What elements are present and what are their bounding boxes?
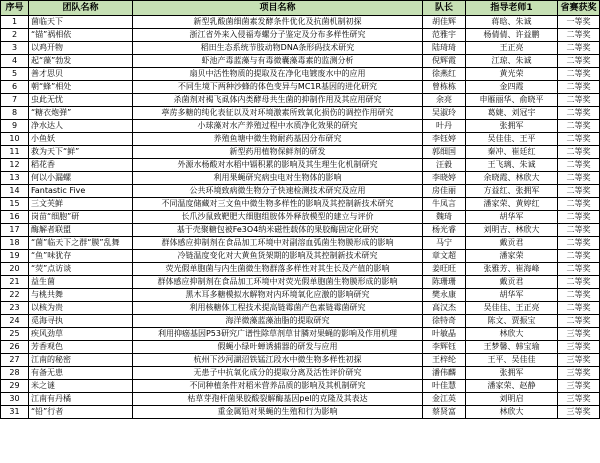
- cell-tutor: 江琼、朱诚: [466, 55, 558, 68]
- cell-seq: 12: [1, 159, 29, 172]
- cell-award: 三等奖: [558, 328, 600, 341]
- cell-project: 群体感应抑制剂在食品加工环境中对副溶血弧菌生物膜形成的影响: [133, 237, 423, 250]
- cell-award: 二等奖: [558, 302, 600, 315]
- cell-tutor: 申雁丽华、俞晓平: [466, 94, 558, 107]
- cell-seq: 4: [1, 55, 29, 68]
- cell-seq: 25: [1, 328, 29, 341]
- cell-project: 虾池产毒蓝藻与有毒微囊藻毒素的监测分析: [133, 55, 423, 68]
- cell-tutor: 王平、吴佳佳: [466, 354, 558, 367]
- cell-leader: 叶敏晶: [423, 328, 466, 341]
- cell-seq: 30: [1, 393, 29, 406]
- cell-seq: 13: [1, 172, 29, 185]
- table-row: [1, 146, 600, 159]
- cell-leader: 范雅宇: [423, 29, 466, 42]
- cell-seq: 6: [1, 81, 29, 94]
- cell-leader: 李钰婷: [423, 133, 466, 146]
- cell-tutor: 林欣大: [466, 328, 558, 341]
- cell-project: 冷链温度变化对大黄鱼货架期的影响及其控制新技术研究: [133, 250, 423, 263]
- cell-award: 二等奖: [558, 250, 600, 263]
- cell-leader: 马宁: [423, 237, 466, 250]
- cell-project: 利用抑癌基因P53研究广谱性除草剂草甘膦对果蝇的影响及作用机理: [133, 328, 423, 341]
- table-row: [1, 289, 600, 302]
- cell-tutor: 张雅芳、崔海峰: [466, 263, 558, 276]
- cell-leader: 叶丹: [423, 120, 466, 133]
- table-row: [1, 302, 600, 315]
- cell-award: 二等奖: [558, 159, 600, 172]
- table-row: [1, 393, 600, 406]
- cell-tutor: 吴佳佳、王平: [466, 133, 558, 146]
- cell-seq: 7: [1, 94, 29, 107]
- cell-leader: 胡佳辉: [423, 16, 466, 29]
- table-row: [1, 198, 600, 211]
- header-tutor: 指导老师1: [466, 1, 558, 16]
- cell-project: 杭州下沙河湖沼铁锰江段水中微生物多样性初探: [133, 354, 423, 367]
- table-row: [1, 380, 600, 393]
- cell-seq: 31: [1, 406, 29, 419]
- cell-award: 三等奖: [558, 393, 600, 406]
- cell-seq: 5: [1, 68, 29, 81]
- cell-leader: 姜旺旺: [423, 263, 466, 276]
- cell-tutor: 潘家荣、黄婷红: [466, 198, 558, 211]
- table-row: [1, 68, 600, 81]
- cell-team: 江南的秘密: [29, 354, 133, 367]
- cell-tutor: 吴佳佳、王正亮: [466, 302, 558, 315]
- cell-seq: 10: [1, 133, 29, 146]
- cell-team: 朝“蜂”相处: [29, 81, 133, 94]
- header-row: [1, 1, 600, 16]
- cell-leader: 陈珊珊: [423, 276, 466, 289]
- table-row: [1, 406, 600, 419]
- cell-project: 利用核糖体工程技术提高链霉菌产色素链霉菌研究: [133, 302, 423, 315]
- cell-award: 三等奖: [558, 406, 600, 419]
- cell-tutor: 胡华军: [466, 211, 558, 224]
- cell-project: 海洋微藻蓝藻油脂的提取研究: [133, 315, 423, 328]
- cell-tutor: 刘明启: [466, 393, 558, 406]
- cell-seq: 14: [1, 185, 29, 198]
- table-row: [1, 354, 600, 367]
- cell-team: 米之谜: [29, 380, 133, 393]
- cell-project: 浙江省外来入侵福寿螺分子鉴定及分布多样性研究: [133, 29, 423, 42]
- table-row: [1, 55, 600, 68]
- cell-seq: 8: [1, 107, 29, 120]
- cell-tutor: 王正亮: [466, 42, 558, 55]
- cell-team: 有备无患: [29, 367, 133, 380]
- cell-leader: 蔡贤富: [423, 406, 466, 419]
- cell-award: 二等奖: [558, 172, 600, 185]
- table-row: [1, 42, 600, 55]
- header-team: 团队名称: [29, 1, 133, 16]
- table-row: [1, 16, 600, 29]
- cell-tutor: 余晓霞、林欣大: [466, 172, 558, 185]
- cell-tutor: 王飞璃、朱诚: [466, 159, 558, 172]
- cell-team: “菌”临天下之群“膜”乱舞: [29, 237, 133, 250]
- cell-award: 二等奖: [558, 107, 600, 120]
- cell-seq: 9: [1, 120, 29, 133]
- cell-award: 三等奖: [558, 354, 600, 367]
- cell-tutor: 张拥军: [466, 367, 558, 380]
- table-row: [1, 341, 600, 354]
- cell-leader: 杨光睿: [423, 224, 466, 237]
- cell-award: 二等奖: [558, 133, 600, 146]
- cell-tutor: 黄光荣: [466, 68, 558, 81]
- cell-tutor: 戴贡君: [466, 276, 558, 289]
- cell-leader: 房佳丽: [423, 185, 466, 198]
- table-row: [1, 94, 600, 107]
- cell-seq: 29: [1, 380, 29, 393]
- cell-tutor: 潘家荣、赵静: [466, 380, 558, 393]
- cell-award: 三等奖: [558, 367, 600, 380]
- table-row: [1, 328, 600, 341]
- cell-team: 以鸡开物: [29, 42, 133, 55]
- cell-project: 基于壳聚糖包被Fe3O4纳米磁性载体的果胶酶固定化研究: [133, 224, 423, 237]
- cell-award: 二等奖: [558, 42, 600, 55]
- cell-team: 江南有丹橘: [29, 393, 133, 406]
- cell-award: 二等奖: [558, 81, 600, 94]
- cell-team: “鱼”味犹存: [29, 250, 133, 263]
- cell-leader: 郭细国: [423, 146, 466, 159]
- cell-project: 杀菌剂对褐飞虱体内类酵母共生菌的抑制作用及其应用研究: [133, 94, 423, 107]
- cell-leader: 余亮: [423, 94, 466, 107]
- header-seq: 序号: [1, 1, 29, 16]
- cell-award: 二等奖: [558, 146, 600, 159]
- cell-project: 外源水杨酸对水稻中镉积累的影响及其生理生化机制研究: [133, 159, 423, 172]
- cell-team: 菌临天下: [29, 16, 133, 29]
- cell-seq: 20: [1, 263, 29, 276]
- cell-leader: 徐特奇: [423, 315, 466, 328]
- cell-tutor: 方益红、张拥军: [466, 185, 558, 198]
- cell-team: 善才思贝: [29, 68, 133, 81]
- cell-team: 以核为贵: [29, 302, 133, 315]
- cell-team: 救为天下“鲜”: [29, 146, 133, 159]
- cell-project: 葶苈多糖的纯化表征以及对环境激素所致氧化损伤的调控作用研究: [133, 107, 423, 120]
- cell-seq: 16: [1, 211, 29, 224]
- cell-award: 二等奖: [558, 211, 600, 224]
- cell-team: “糖衣炮弹”: [29, 107, 133, 120]
- cell-tutor: 潘家荣: [466, 250, 558, 263]
- cell-seq: 11: [1, 146, 29, 159]
- cell-seq: 21: [1, 276, 29, 289]
- cell-leader: 汪毅: [423, 159, 466, 172]
- cell-tutor: 杨倩倩、许益鹏: [466, 29, 558, 42]
- cell-project: 重金属铅对果蝇的生殖和行为影响: [133, 406, 423, 419]
- cell-leader: 魏琦: [423, 211, 466, 224]
- cell-project: 公共环境致病微生物分子快速检测技术研究及应用: [133, 185, 423, 198]
- cell-team: “锚”祸相依: [29, 29, 133, 42]
- cell-team: 与桃共舞: [29, 289, 133, 302]
- cell-award: 二等奖: [558, 29, 600, 42]
- cell-team: 虫此无忧: [29, 94, 133, 107]
- cell-project: 无患子中抗氧化成分的提取分离及活性评价研究: [133, 367, 423, 380]
- cell-award: 三等奖: [558, 341, 600, 354]
- table-row: [1, 315, 600, 328]
- cell-team: 何以小漏螺: [29, 172, 133, 185]
- table-row: [1, 367, 600, 380]
- table-row: [1, 29, 600, 42]
- header-project: 项目名称: [133, 1, 423, 16]
- cell-project: 群体感应抑制剂在食品加工环境中对荧光假单胞菌生物膜形成的影响: [133, 276, 423, 289]
- cell-leader: 李辉钰: [423, 341, 466, 354]
- cell-tutor: 蒋晗、朱诚: [466, 16, 558, 29]
- cell-seq: 26: [1, 341, 29, 354]
- cell-project: 小球藻对水产养殖过程中水质净化效果的研究: [133, 120, 423, 133]
- table-row: [1, 276, 600, 289]
- cell-seq: 17: [1, 224, 29, 237]
- cell-project: 新型乳酸菌细菌素发酵条件优化及抗菌机制初探: [133, 16, 423, 29]
- cell-team: 疾风劲草: [29, 328, 133, 341]
- table-row: [1, 172, 600, 185]
- table-row: [1, 237, 600, 250]
- table-row: [1, 81, 600, 94]
- cell-project: 新型药用植物保鲜剂的研发: [133, 146, 423, 159]
- cell-seq: 19: [1, 250, 29, 263]
- cell-project: 不同生境下两种沙蜂的体色变异与MC1R基因的进化研究: [133, 81, 423, 94]
- cell-team: 小鱼妖: [29, 133, 133, 146]
- cell-seq: 18: [1, 237, 29, 250]
- cell-seq: 1: [1, 16, 29, 29]
- cell-leader: 倪辉霞: [423, 55, 466, 68]
- cell-project: 黑木耳多糖模拟水解物对内环境氧化应激的影响研究: [133, 289, 423, 302]
- cell-award: 二等奖: [558, 94, 600, 107]
- cell-leader: 金江英: [423, 393, 466, 406]
- cell-leader: 高汉杰: [423, 302, 466, 315]
- table-row: [1, 263, 600, 276]
- cell-team: 三文芙鲜: [29, 198, 133, 211]
- cell-team: 益生菌: [29, 276, 133, 289]
- cell-tutor: 戴贡君: [466, 237, 558, 250]
- cell-tutor: 葛婕、刘冠宇: [466, 107, 558, 120]
- cell-project: 利用果蝇研究病虫电对生物体的影响: [133, 172, 423, 185]
- cell-project: 长爪沙鼠致靶肥大细胞组胺体外释放模型的建立与评价: [133, 211, 423, 224]
- table-row: [1, 120, 600, 133]
- cell-leader: 牛凤言: [423, 198, 466, 211]
- table-row: [1, 250, 600, 263]
- cell-project: 假蝇小绿叶蝉诱捕器的研发与应用: [133, 341, 423, 354]
- cell-leader: 曾栋栋: [423, 81, 466, 94]
- cell-tutor: 王梦馨、韩宝瑜: [466, 341, 558, 354]
- cell-project: 不同种植条件对稻米营养品质的影响及其机制研究: [133, 380, 423, 393]
- cell-tutor: 张拥军: [466, 120, 558, 133]
- cell-tutor: 陈文、贾振宝: [466, 315, 558, 328]
- cell-leader: 章文超: [423, 250, 466, 263]
- cell-award: 二等奖: [558, 276, 600, 289]
- table-row: [1, 224, 600, 237]
- cell-project: 荧光假单胞菌与内生菌微生物群落多样性对其生长及产值的影响: [133, 263, 423, 276]
- cell-award: 二等奖: [558, 198, 600, 211]
- cell-seq: 3: [1, 42, 29, 55]
- cell-award: 二等奖: [558, 289, 600, 302]
- header-leader: 队长: [423, 1, 466, 16]
- cell-award: 二等奖: [558, 185, 600, 198]
- cell-team: Fantastic Five: [29, 185, 133, 198]
- cell-leader: 潘伟麟: [423, 367, 466, 380]
- cell-project: 扇贝中活性物质的提取及在净化电镀废水中的应用: [133, 68, 423, 81]
- cell-award: 二等奖: [558, 68, 600, 81]
- cell-team: 净水达人: [29, 120, 133, 133]
- cell-seq: 15: [1, 198, 29, 211]
- cell-team: “铅”行者: [29, 406, 133, 419]
- cell-project: 枯草芽孢杆菌果胶酸裂解酶基因pel的克隆及其表达: [133, 393, 423, 406]
- cell-project: 不同温度储藏对三文鱼中微生物多样性的影响及其控制新技术研究: [133, 198, 423, 211]
- cell-award: 三等奖: [558, 380, 600, 393]
- cell-award: 二等奖: [558, 263, 600, 276]
- cell-team: 芳香观色: [29, 341, 133, 354]
- cell-leader: 吴淑玲: [423, 107, 466, 120]
- cell-seq: 24: [1, 315, 29, 328]
- cell-tutor: 秦冲、崔廷红: [466, 146, 558, 159]
- cell-award: 二等奖: [558, 55, 600, 68]
- table-body: [1, 16, 600, 419]
- cell-project: 稻田生态系统节肢动物DNA条形码技术研究: [133, 42, 423, 55]
- table-row: [1, 107, 600, 120]
- cell-seq: 23: [1, 302, 29, 315]
- table-row: [1, 185, 600, 198]
- cell-award: 二等奖: [558, 237, 600, 250]
- cell-award: 二等奖: [558, 315, 600, 328]
- cell-tutor: 刘明吉、林欣大: [466, 224, 558, 237]
- cell-tutor: 林欣大: [466, 406, 558, 419]
- cell-leader: 叶佳慧: [423, 380, 466, 393]
- cell-tutor: 胡华军: [466, 289, 558, 302]
- cell-leader: 王梓纶: [423, 354, 466, 367]
- cell-leader: 徐燕红: [423, 68, 466, 81]
- cell-leader: 陆琦琦: [423, 42, 466, 55]
- cell-seq: 27: [1, 354, 29, 367]
- cell-seq: 2: [1, 29, 29, 42]
- cell-project: 养殖鱼塘中微生物耐药基因分布研究: [133, 133, 423, 146]
- cell-leader: 樊永康: [423, 289, 466, 302]
- cell-team: “荧”点访谈: [29, 263, 133, 276]
- table-row: [1, 159, 600, 172]
- header-award: 省赛获奖: [558, 1, 600, 16]
- cell-award: 一等奖: [558, 16, 600, 29]
- cell-team: 酶解者联盟: [29, 224, 133, 237]
- cell-team: 稻花香: [29, 159, 133, 172]
- cell-team: 起“藻”勃发: [29, 55, 133, 68]
- table-row: [1, 211, 600, 224]
- cell-team: 觅海寻执: [29, 315, 133, 328]
- table-row: [1, 133, 600, 146]
- cell-seq: 28: [1, 367, 29, 380]
- cell-tutor: 金四霞: [466, 81, 558, 94]
- cell-leader: 李晓婷: [423, 172, 466, 185]
- cell-seq: 22: [1, 289, 29, 302]
- cell-team: 岗苗“细胞”研: [29, 211, 133, 224]
- cell-award: 二等奖: [558, 224, 600, 237]
- cell-award: 二等奖: [558, 120, 600, 133]
